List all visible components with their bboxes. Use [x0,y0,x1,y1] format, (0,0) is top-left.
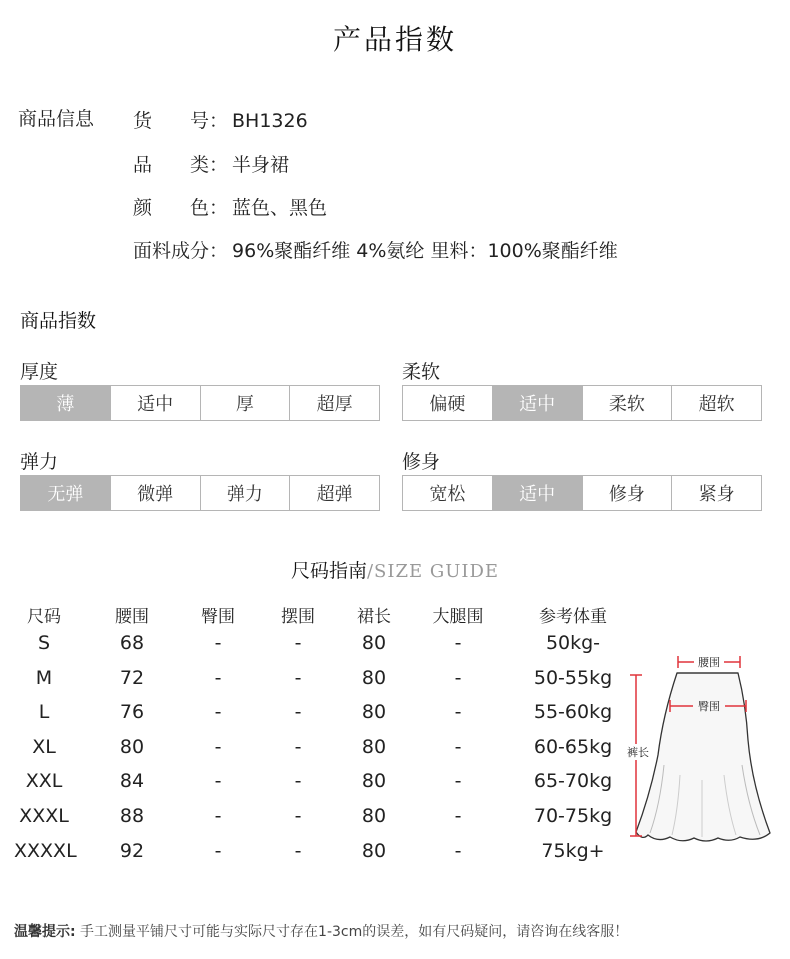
table-cell: 80 [361,805,387,827]
scale-option: 厚 [200,386,290,420]
table-cell: - [294,805,302,827]
info-key: 颜 色： [133,197,229,219]
table-cell: 68 [119,632,145,654]
header-cell: 裙长 [357,607,391,627]
table-cell: 80 [361,701,387,724]
scale-option: 适中 [492,386,582,420]
table-cell: - [214,735,222,758]
info-value: 96%聚酯纤维 4%氨纶 里料：100%聚酯纤维 [232,240,618,262]
info-key: 面料成分： [133,240,229,262]
header-cell: 臀围 [201,607,235,627]
size-guide-title [0,556,790,583]
table-cell: 88 [119,805,145,827]
table-cell: XL [32,735,56,758]
table-cell: 75kg+ [541,839,605,862]
elasticity-label: 弹力 [20,451,59,473]
table-cell: - [454,632,462,654]
table-cell: - [454,839,462,862]
table-cell: - [214,632,222,654]
scale-option: 宽松 [429,484,466,505]
scale-option: 修身 [582,476,672,510]
table-cell: 84 [119,770,145,793]
info-row-sku [133,106,308,133]
table-cell: 80 [361,666,387,689]
length-label: 裤长 [627,746,649,759]
elasticity-scale [20,475,380,511]
info-key: 货 号： [133,110,229,132]
table-cell: S [37,632,51,654]
table-cell: - [294,632,302,654]
info-row-category [133,150,289,177]
table-cell: XXXXL [14,839,77,862]
footer-note [14,921,628,941]
table-cell: 60-65kg [533,735,613,758]
header-cell: 大腿围 [432,607,484,627]
scale-option: 适中 [492,476,582,510]
table-cell: 70-75kg [533,805,613,827]
table-cell: 80 [119,735,145,758]
table-cell: 80 [361,770,387,793]
product-info-label: 商品信息 [18,108,95,130]
footer-bold: 温馨提示: [14,924,76,940]
table-cell: 80 [361,632,387,654]
table-cell: - [294,735,302,758]
table-cell: XXXL [19,805,69,827]
table-cell: - [294,701,302,724]
scale-option: 微弹 [110,476,200,510]
header-cell: 尺码 [27,607,61,627]
info-value: 蓝色、黑色 [232,197,328,219]
info-value: 半身裙 [232,154,290,176]
scale-option: 紧身 [671,476,761,510]
table-cell: - [214,666,222,689]
table-cell: 92 [119,839,145,862]
table-cell: - [214,839,222,862]
info-row-fabric [133,236,618,263]
size-guide-title-en: /SIZE GUIDE [366,561,500,582]
scale-option: 薄 [21,386,110,420]
info-value: BH1326 [232,110,308,132]
header-cell: 参考体重 [539,607,607,627]
size-guide-title-cn: 尺码指南 [290,560,367,582]
table-cell: - [214,770,222,793]
table-cell: 80 [361,735,387,758]
table-cell: 80 [361,839,387,862]
softness-label: 柔软 [402,361,441,383]
table-cell: 76 [119,701,145,724]
softness-scale [402,385,762,421]
scale-option: 超厚 [289,386,379,420]
thickness-scale [20,385,380,421]
scale-option: 超弹 [289,476,379,510]
skirt-diagram [620,645,780,845]
waist-label: 腰围 [698,656,720,669]
table-cell: 50kg- [545,632,601,654]
table-cell: XXL [25,770,63,793]
table-cell: - [214,805,222,827]
page-title: 产品指数 [332,23,457,56]
table-cell: - [294,839,302,862]
table-cell: - [214,701,222,724]
hip-label: 臀围 [698,700,720,713]
scale-option: 柔软 [582,386,672,420]
fit-label: 修身 [402,451,441,473]
table-cell: 65-70kg [533,770,613,793]
table-cell: - [454,701,462,724]
footer-text: 手工测量平铺尺寸可能与实际尺寸存在1-3cm的误差，如有尺码疑问，请咨询在线客服！ [75,924,629,940]
table-cell: - [454,805,462,827]
info-row-color [133,193,327,220]
header-cell: 腰围 [115,607,149,627]
info-key: 品 类： [133,154,229,176]
table-cell: L [38,701,50,724]
table-cell: 72 [119,666,145,689]
table-cell: M [35,666,53,689]
table-cell: - [294,666,302,689]
scale-option: 超软 [671,386,761,420]
scale-option: 适中 [110,386,200,420]
table-cell: - [454,666,462,689]
table-cell: 50-55kg [533,666,613,689]
header-cell: 摆围 [281,607,315,627]
table-cell: - [454,770,462,793]
scale-option: 无弹 [21,476,110,510]
table-cell: 55-60kg [533,701,613,724]
thickness-label: 厚度 [20,361,59,383]
table-cell: - [294,770,302,793]
index-title: 商品指数 [20,310,97,332]
fit-scale [402,475,762,511]
scale-option: 偏硬 [429,394,466,415]
scale-option: 弹力 [200,476,290,510]
table-cell: - [454,735,462,758]
